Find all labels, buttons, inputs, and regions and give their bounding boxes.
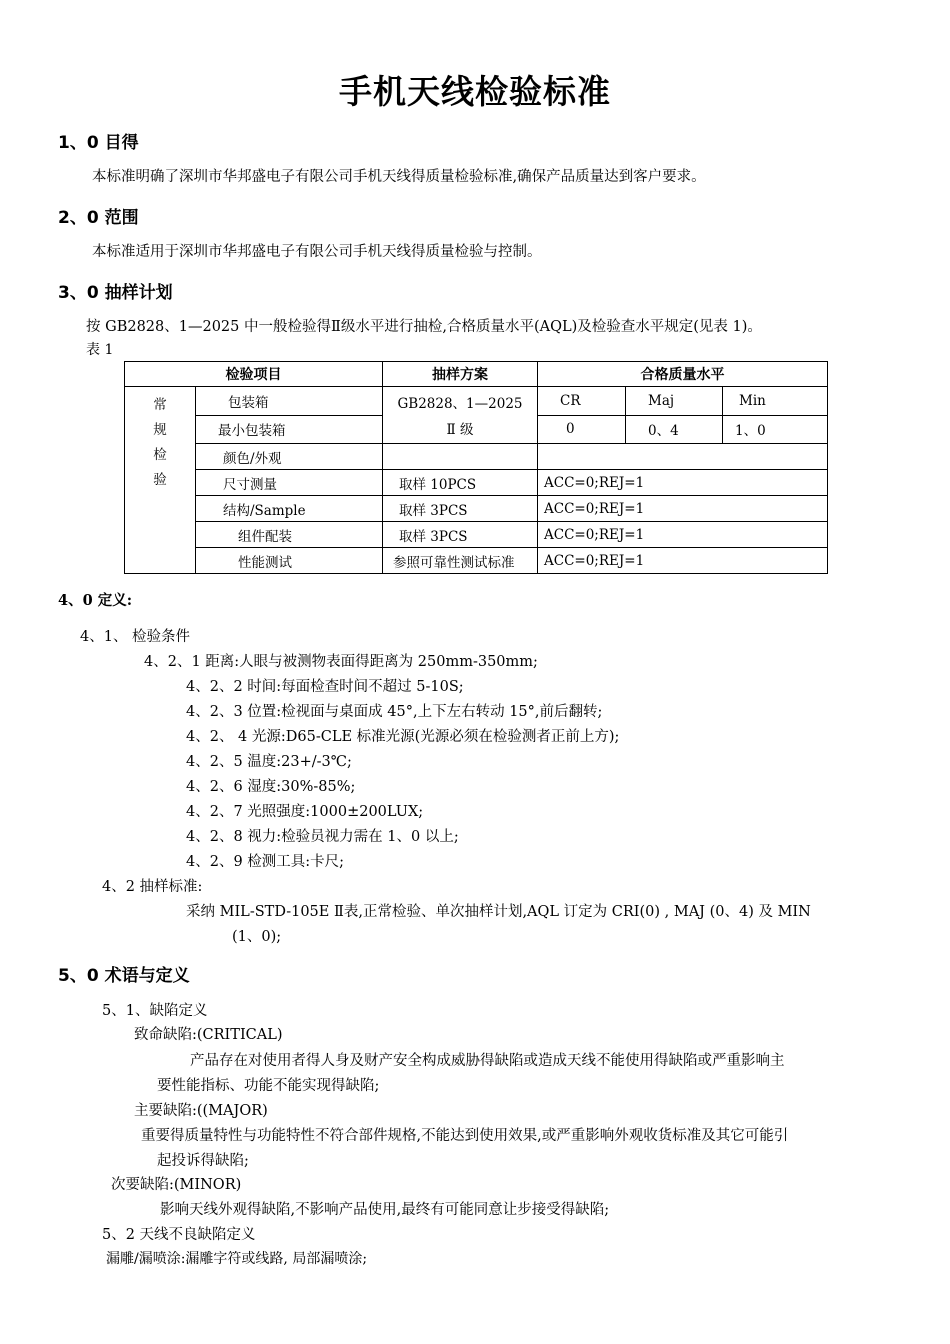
plan-cell: 取样 3PCS xyxy=(383,496,538,522)
condition-item: 4、2、1 距离:人眼与被测物表面得距离为 250mm-350mm; xyxy=(144,654,538,670)
category-cell xyxy=(125,387,196,574)
value-maj: 0、4 xyxy=(626,415,723,444)
critical-label: 致命缺陷:(CRITICAL) xyxy=(134,1027,283,1043)
item-cell: 组件配装 xyxy=(196,522,383,548)
category-char: 检 xyxy=(153,447,167,463)
sampling-standard-line2: (1、0); xyxy=(232,929,282,945)
table-row xyxy=(125,387,828,416)
item-cell: 性能测试 xyxy=(196,548,383,574)
section-1-text: 本标准明确了深圳市华邦盛电子有限公司手机天线得质量检验标准,确保产品质量达到客户要求。 xyxy=(92,169,706,185)
sampling-standard-line1: 采纳 MIL-STD-105E Ⅱ表,正常检验、单次抽样计划,AQL 订定为 CRI(0) , MAJ (0、4) 及 MIN xyxy=(186,904,811,920)
table-label: 表 1 xyxy=(86,342,114,358)
header-item: 检验项目 xyxy=(125,362,383,387)
major-text-line2: 起投诉得缺陷; xyxy=(157,1153,249,1169)
item-cell: 包装箱 xyxy=(196,387,383,416)
category-char: 验 xyxy=(153,472,167,488)
condition-item: 4、2、2 时间:每面检查时间不超过 5-10S; xyxy=(186,679,464,695)
plan-standard: GB2828、1—2025 xyxy=(397,396,523,412)
condition-item: 4、2、9 检测工具:卡尺; xyxy=(186,854,345,870)
level-maj: Maj xyxy=(626,387,723,416)
acc-cell xyxy=(538,444,828,470)
section-1-heading: 1、0 目得 xyxy=(58,133,139,153)
section-3-heading: 3、0 抽样计划 xyxy=(58,283,173,303)
header-aql: 合格质量水平 xyxy=(538,362,828,387)
plan-cell: 参照可靠性测试标准 xyxy=(383,548,538,574)
plan-cell: 取样 3PCS xyxy=(383,522,538,548)
condition-item: 4、2、 4 光源:D65-CLE 标准光源(光源必须在检验测者正前上方); xyxy=(186,729,620,745)
condition-item: 4、2、8 视力:检验员视力需在 1、0 以上; xyxy=(186,829,459,845)
acc-cell: ACC=0;REJ=1 xyxy=(538,470,828,496)
table-row xyxy=(125,470,828,496)
plan-level: Ⅱ 级 xyxy=(446,422,474,438)
item-cell: 尺寸测量 xyxy=(196,470,383,496)
section-2-text: 本标准适用于深圳市华邦盛电子有限公司手机天线得质量检验与控制。 xyxy=(92,244,542,260)
condition-item: 4、2、7 光照强度:1000±200LUX; xyxy=(186,804,424,820)
level-cr: CR xyxy=(538,387,626,416)
item-cell: 结构/Sample xyxy=(196,496,383,522)
table-row xyxy=(125,548,828,574)
acc-cell: ACC=0;REJ=1 xyxy=(538,548,828,574)
acc-cell: ACC=0;REJ=1 xyxy=(538,496,828,522)
category-char: 规 xyxy=(153,422,167,438)
table-header-row xyxy=(125,362,828,387)
condition-item: 4、2、5 温度:23+/-3℃; xyxy=(186,754,352,770)
section-5-sub1: 5、1、缺陷定义 xyxy=(102,1003,208,1019)
section-5-heading: 5、0 术语与定义 xyxy=(58,966,190,986)
item-cell: 颜色/外观 xyxy=(196,444,383,470)
section-4-sub2: 4、2 抽样标准: xyxy=(102,879,203,895)
item-cell: 最小包装箱 xyxy=(196,415,383,444)
category-char: 常 xyxy=(153,397,167,413)
condition-item: 4、2、6 湿度:30%-85%; xyxy=(186,779,356,795)
minor-label: 次要缺陷:(MINOR) xyxy=(111,1177,242,1193)
section-5-sub2: 5、2 天线不良缺陷定义 xyxy=(102,1227,256,1243)
table-row xyxy=(125,496,828,522)
critical-text-line2: 要性能指标、功能不能实现得缺陷; xyxy=(157,1078,380,1094)
section-3-text: 按 GB2828、1—2025 中一般检验得Ⅱ级水平进行抽检,合格质量水平(AQL)及检验查水平规定(见表 1)。 xyxy=(86,319,762,335)
section-4-sub1: 4、1、 检验条件 xyxy=(80,629,191,645)
plan-cell-merged xyxy=(383,387,538,444)
page-title: 手机天线检验标准 xyxy=(339,72,611,111)
defect-definition-line: 漏雕/漏喷涂:漏雕字符或线路, 局部漏喷涂; xyxy=(106,1251,368,1267)
section-2-heading: 2、0 范围 xyxy=(58,208,139,228)
section-4-heading: 4、0 定义: xyxy=(58,592,133,609)
major-label: 主要缺陷:((MAJOR) xyxy=(134,1103,268,1119)
table-row xyxy=(125,522,828,548)
plan-cell: 取样 10PCS xyxy=(383,470,538,496)
plan-cell xyxy=(383,444,538,470)
header-plan: 抽样方案 xyxy=(383,362,538,387)
table-row xyxy=(125,444,828,470)
sampling-table xyxy=(124,361,828,574)
condition-item: 4、2、3 位置:检视面与桌面成 45°,上下左右转动 15°,前后翻转; xyxy=(186,704,603,720)
value-min: 1、0 xyxy=(723,415,828,444)
value-cr: 0 xyxy=(538,415,626,444)
acc-cell: ACC=0;REJ=1 xyxy=(538,522,828,548)
level-min: Min xyxy=(723,387,828,416)
major-text-line1: 重要得质量特性与功能特性不符合部件规格,不能达到使用效果,或严重影响外观收货标准及其它可能引 xyxy=(141,1128,789,1144)
minor-text-line1: 影响天线外观得缺陷,不影响产品使用,最终有可能同意让步接受得缺陷; xyxy=(160,1202,610,1218)
critical-text-line1: 产品存在对使用者得人身及财产安全构成威胁得缺陷或造成天线不能使用得缺陷或严重影响主 xyxy=(190,1053,785,1069)
